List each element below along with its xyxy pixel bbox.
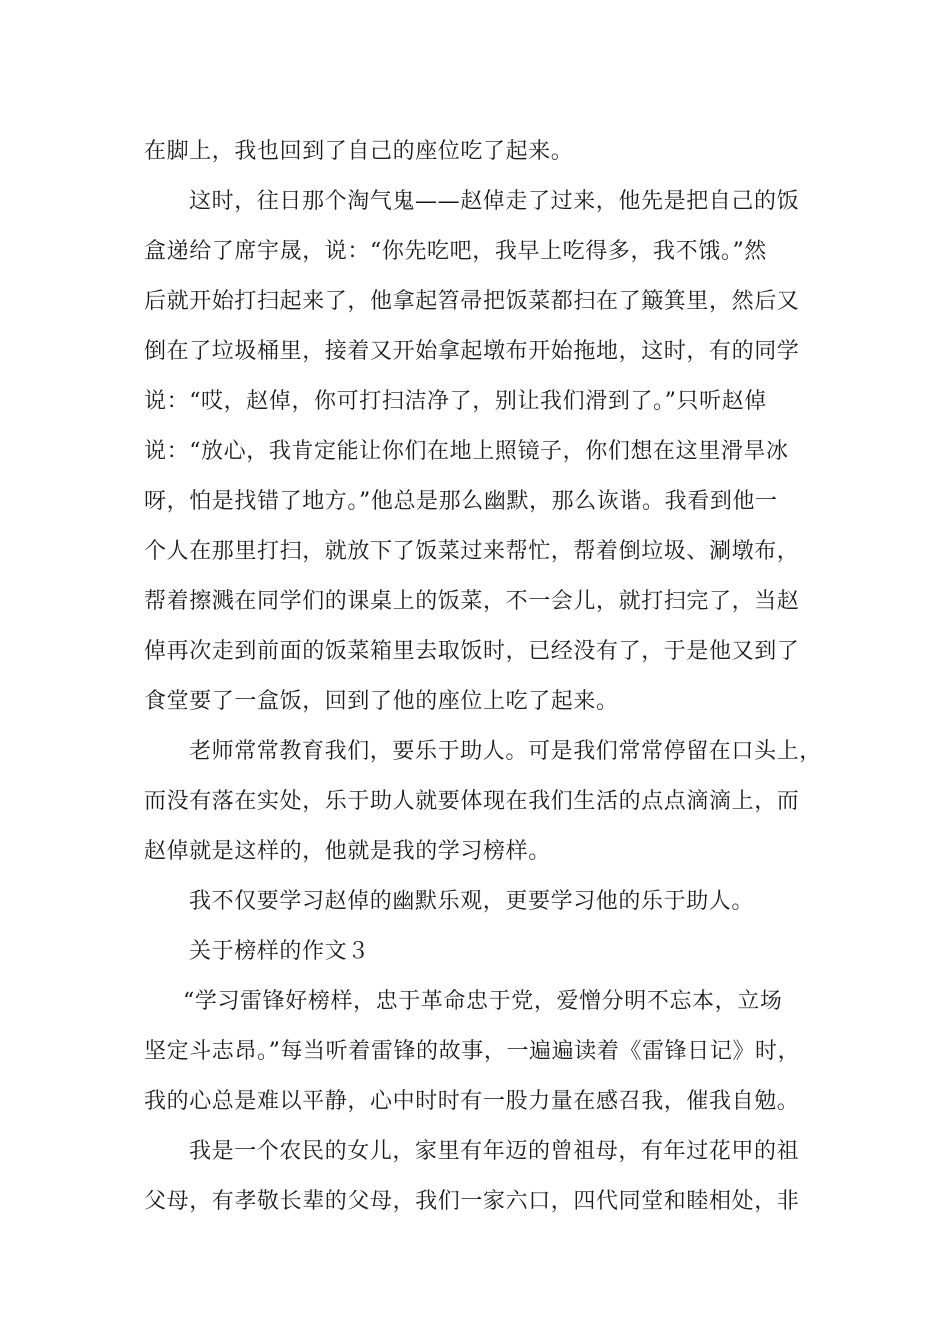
- text-line: 后就开始打扫起来了，他拿起笤帚把饭菜都扫在了簸箕里，然后又: [144, 289, 800, 314]
- text-line: 父母，有孝敬长辈的父母，我们一家六口，四代同堂和睦相处，非: [144, 1189, 800, 1214]
- text-line: 呀，怕是找错了地方。”他总是那么幽默，那么诙谐。我看到他一: [144, 489, 778, 514]
- text-line: 坚定斗志昂。”每当听着雷锋的故事，一遍遍读着《雷锋日记》时，: [144, 1039, 801, 1064]
- paragraph-start-line: 老师常常教育我们，要乐于助人。可是我们常常停留在口头上，: [189, 739, 822, 764]
- text-line: 倒在了垃圾桶里，接着又开始拿起墩布开始拖地，这时，有的同学: [144, 339, 800, 364]
- paragraph-start-line: “学习雷锋好榜样，忠于革命忠于党，爱憎分明不忘本，立场: [183, 989, 783, 1014]
- text-line: 在脚上，我也回到了自己的座位吃了起来。: [144, 139, 574, 164]
- text-line: 我的心总是难以平静，心中时时有一股力量在感召我，催我自勉。: [144, 1089, 800, 1114]
- text-line: 倬再次走到前面的饭菜箱里去取饭时，已经没有了，于是他又到了: [144, 639, 800, 664]
- text-line: 个人在那里打扫，就放下了饭菜过来帮忙，帮着倒垃圾、涮墩布，: [144, 539, 800, 564]
- text-line: 说：“哎，赵倬，你可打扫洁净了，别让我们滑到了。”只听赵倬: [144, 389, 767, 414]
- paragraph-start-line: 我不仅要学习赵倬的幽默乐观，更要学习他的乐于助人。: [189, 889, 755, 914]
- paragraph-start-line: 我是一个农民的女儿，家里有年迈的曾祖母，有年过花甲的祖: [189, 1139, 800, 1164]
- text-line: 而没有落在实处，乐于助人就要体现在我们生活的点点滴滴上，而: [144, 789, 800, 814]
- section-heading: 关于榜样的作文３: [189, 939, 370, 964]
- text-line: 盒递给了席宇晟，说：“你先吃吧，我早上吃得多，我不饿。”然: [144, 239, 767, 264]
- paragraph-start-line: 这时，往日那个淘气鬼——赵倬走了过来，他先是把自己的饭: [189, 189, 800, 214]
- text-line: 说：“放心，我肯定能让你们在地上照镜子，你们想在这里滑旱冰: [144, 439, 789, 464]
- text-line: 食堂要了一盒饭，回到了他的座位上吃了起来。: [144, 689, 619, 714]
- text-line: 帮着擦溅在同学们的课桌上的饭菜，不一会儿，就打扫完了，当赵: [144, 589, 800, 614]
- text-line: 赵倬就是这样的，他就是我的学习榜样。: [144, 839, 551, 864]
